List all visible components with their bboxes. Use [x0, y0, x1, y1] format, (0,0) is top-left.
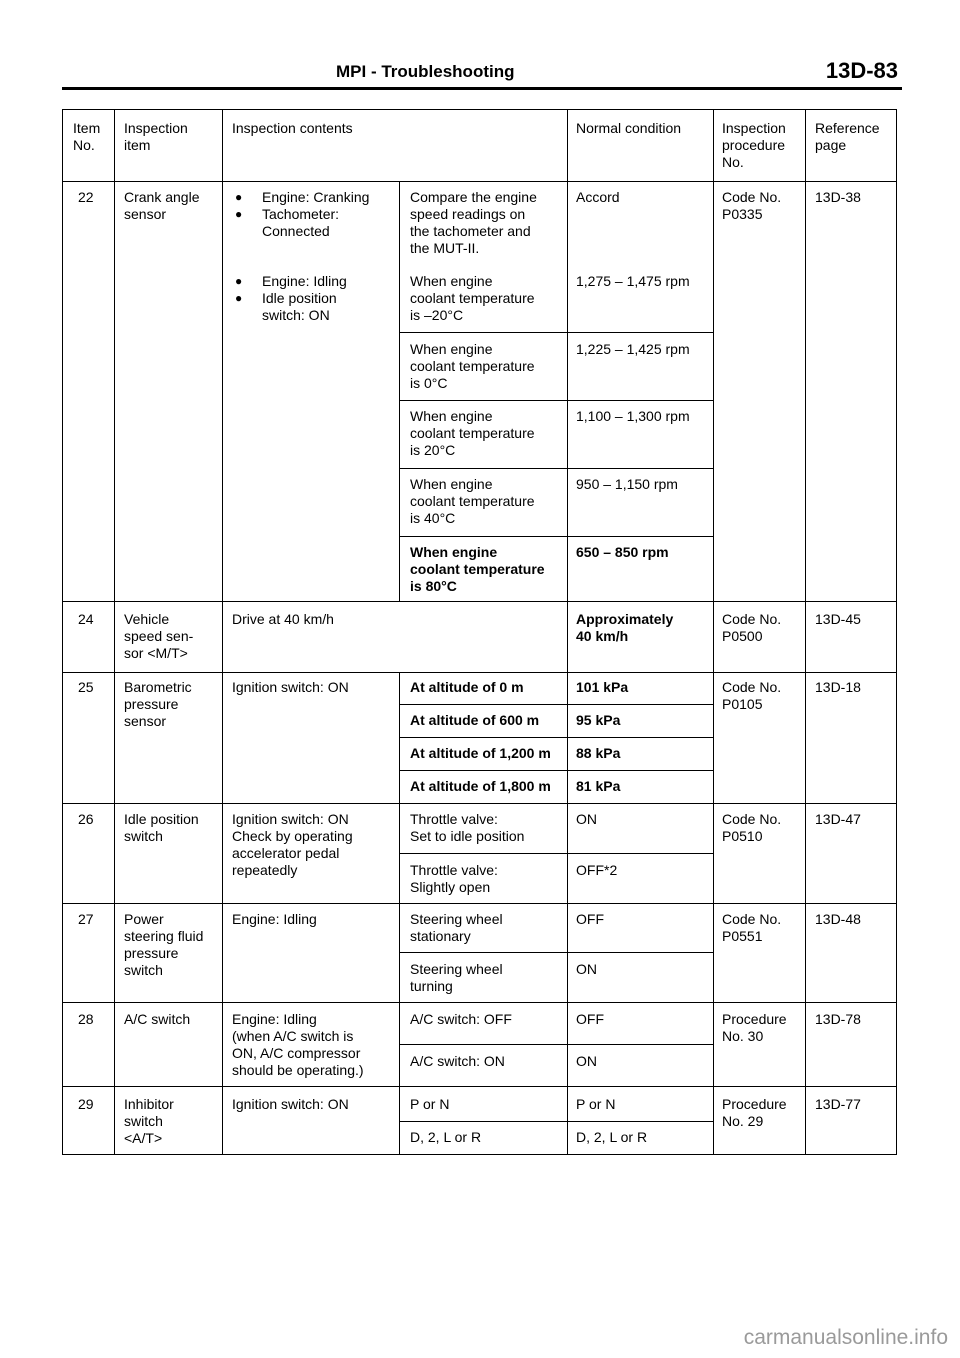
row-27-contents: Engine: Idling — [232, 911, 317, 927]
row-22-detail: Compare the engine speed readings on the tachometer and the MUT-II. — [410, 189, 537, 256]
table-border-top — [62, 109, 897, 110]
row-25-detail: At altitude of 1,200 m — [410, 745, 551, 761]
row-29-item: Inhibitor switch <A/T> — [124, 1096, 174, 1146]
watermark: carmanualsonline.info — [743, 1326, 948, 1349]
table-border-left — [62, 109, 63, 1155]
row-22-condition: Tachometer: Connected — [262, 206, 340, 239]
row-25-detail: At altitude of 600 m — [410, 712, 540, 728]
row-24-item: Vehicle speed sen- sor <M/T> — [124, 611, 194, 661]
row-27-item: Power steering fluid pressure switch — [124, 911, 204, 978]
row-25-normal: 81 kPa — [576, 778, 621, 794]
row-25-normal: 101 kPa — [576, 679, 629, 695]
header-inspection-contents: Inspection contents — [232, 120, 353, 136]
subrow-line — [399, 332, 714, 333]
row-25-no: 25 — [78, 679, 94, 695]
header-item-no: Item No. — [73, 120, 101, 153]
bullet-icon: ● — [235, 291, 243, 305]
row-28-procedure: Procedure No. 30 — [722, 1011, 787, 1044]
table-border-right — [896, 109, 897, 1155]
col-line — [114, 109, 115, 1155]
row-24-procedure: Code No. P0500 — [722, 611, 782, 644]
row-25-normal: 88 kPa — [576, 745, 621, 761]
bullet-icon: ● — [235, 190, 243, 204]
row-27-reference: 13D-48 — [815, 911, 861, 927]
col-line — [567, 109, 568, 1155]
col-line — [399, 181, 400, 601]
row-22-procedure: Code No. P0335 — [722, 189, 782, 222]
row-24-reference: 13D-45 — [815, 611, 861, 627]
subrow-line — [399, 737, 714, 738]
row-26-detail: Throttle valve: Slightly open — [410, 862, 498, 895]
row-25-detail: At altitude of 0 m — [410, 679, 524, 695]
row-24-contents: Drive at 40 km/h — [232, 611, 334, 627]
subrow-line — [399, 952, 714, 953]
header-inspection-procedure: Inspection procedure No. — [722, 120, 786, 170]
row-22-normal: 1,100 – 1,300 rpm — [576, 408, 690, 424]
row-29-reference: 13D-77 — [815, 1096, 861, 1112]
page-title: MPI - Troubleshooting — [336, 62, 515, 81]
row-28-item: A/C switch — [124, 1011, 191, 1027]
col-line — [222, 109, 223, 1155]
row-28-normal: ON — [576, 1053, 597, 1069]
row-27-detail: Steering wheel stationary — [410, 911, 503, 944]
row-line — [62, 601, 897, 602]
row-27-procedure: Code No. P0551 — [722, 911, 782, 944]
row-26-contents: Ignition switch: ON Check by operating accelerator pedal repeatedly — [232, 811, 353, 878]
row-line — [62, 672, 897, 673]
bullet-icon: ● — [235, 274, 243, 288]
header-inspection-item: Inspection item — [124, 120, 188, 153]
row-25-procedure: Code No. P0105 — [722, 679, 782, 712]
row-28-detail: A/C switch: OFF — [410, 1011, 512, 1027]
row-29-detail: P or N — [410, 1096, 450, 1112]
row-28-normal: OFF — [576, 1011, 604, 1027]
row-22-detail: When engine coolant temperature is 40°C — [410, 476, 535, 526]
col-line — [713, 109, 714, 1155]
row-25-reference: 13D-18 — [815, 679, 861, 695]
row-29-no: 29 — [78, 1096, 94, 1112]
row-26-normal: ON — [576, 811, 597, 827]
row-22-no: 22 — [78, 189, 94, 205]
row-28-reference: 13D-78 — [815, 1011, 861, 1027]
subrow-line — [399, 853, 714, 854]
row-25-detail: At altitude of 1,800 m — [410, 778, 551, 794]
header-rule — [62, 87, 902, 90]
bullet-icon: ● — [235, 207, 243, 221]
row-line — [62, 1002, 897, 1003]
row-26-normal: OFF*2 — [576, 862, 618, 878]
row-22-item: Crank angle sensor — [124, 189, 200, 222]
row-29-procedure: Procedure No. 29 — [722, 1096, 787, 1129]
row-29-detail: D, 2, L or R — [410, 1129, 482, 1145]
subrow-line — [399, 770, 714, 771]
row-22-normal: Accord — [576, 189, 620, 205]
row-22-detail: When engine coolant temperature is 0°C — [410, 341, 535, 391]
row-line — [62, 1086, 897, 1087]
row-24-normal: Approximately 40 km/h — [576, 611, 674, 644]
row-22-detail: When engine coolant temperature is 80°C — [410, 544, 545, 594]
subrow-line — [399, 1121, 714, 1122]
row-22-normal: 1,225 – 1,425 rpm — [576, 341, 690, 357]
row-29-normal: D, 2, L or R — [576, 1129, 648, 1145]
row-28-no: 28 — [78, 1011, 94, 1027]
row-26-detail: Throttle valve: Set to idle position — [410, 811, 525, 844]
row-26-no: 26 — [78, 811, 94, 827]
table-border-bottom — [62, 1154, 897, 1155]
row-27-no: 27 — [78, 911, 94, 927]
row-25-normal: 95 kPa — [576, 712, 621, 728]
row-25-contents: Ignition switch: ON — [232, 679, 349, 695]
row-27-detail: Steering wheel turning — [410, 961, 503, 994]
row-22-reference: 13D-38 — [815, 189, 861, 205]
row-29-contents: Ignition switch: ON — [232, 1096, 349, 1112]
header-reference-page: Reference page — [815, 120, 880, 153]
row-22-normal: 650 – 850 rpm — [576, 544, 669, 560]
row-22-condition: Engine: Cranking — [262, 189, 370, 205]
row-line — [62, 903, 897, 904]
row-22-condition: Engine: Idling — [262, 273, 347, 289]
row-25-item: Barometric pressure sensor — [124, 679, 192, 729]
row-22-detail: When engine coolant temperature is 20°C — [410, 408, 535, 458]
row-line — [62, 181, 897, 182]
subrow-line — [399, 1044, 714, 1045]
col-line — [399, 672, 400, 1155]
subrow-line — [399, 468, 714, 469]
row-26-reference: 13D-47 — [815, 811, 861, 827]
header-normal-condition: Normal condition — [576, 120, 682, 136]
subrow-line — [399, 704, 714, 705]
row-22-normal: 950 – 1,150 rpm — [576, 476, 678, 492]
subrow-line — [399, 536, 714, 537]
row-22-normal: 1,275 – 1,475 rpm — [576, 273, 690, 289]
row-28-detail: A/C switch: ON — [410, 1053, 505, 1069]
row-27-normal: ON — [576, 961, 597, 977]
row-28-contents: Engine: Idling (when A/C switch is ON, A/C compressor should be operating.) — [232, 1011, 364, 1078]
page-number: 13D-83 — [825, 58, 898, 83]
row-29-normal: P or N — [576, 1096, 616, 1112]
row-24-no: 24 — [78, 611, 94, 627]
row-26-procedure: Code No. P0510 — [722, 811, 782, 844]
row-26-item: Idle position switch — [124, 811, 199, 844]
row-22-condition: Idle position switch: ON — [262, 290, 337, 323]
col-line — [805, 109, 806, 1155]
row-22-detail: When engine coolant temperature is –20°C — [410, 273, 535, 323]
subrow-line — [399, 400, 714, 401]
row-27-normal: OFF — [576, 911, 604, 927]
row-line — [62, 803, 897, 804]
